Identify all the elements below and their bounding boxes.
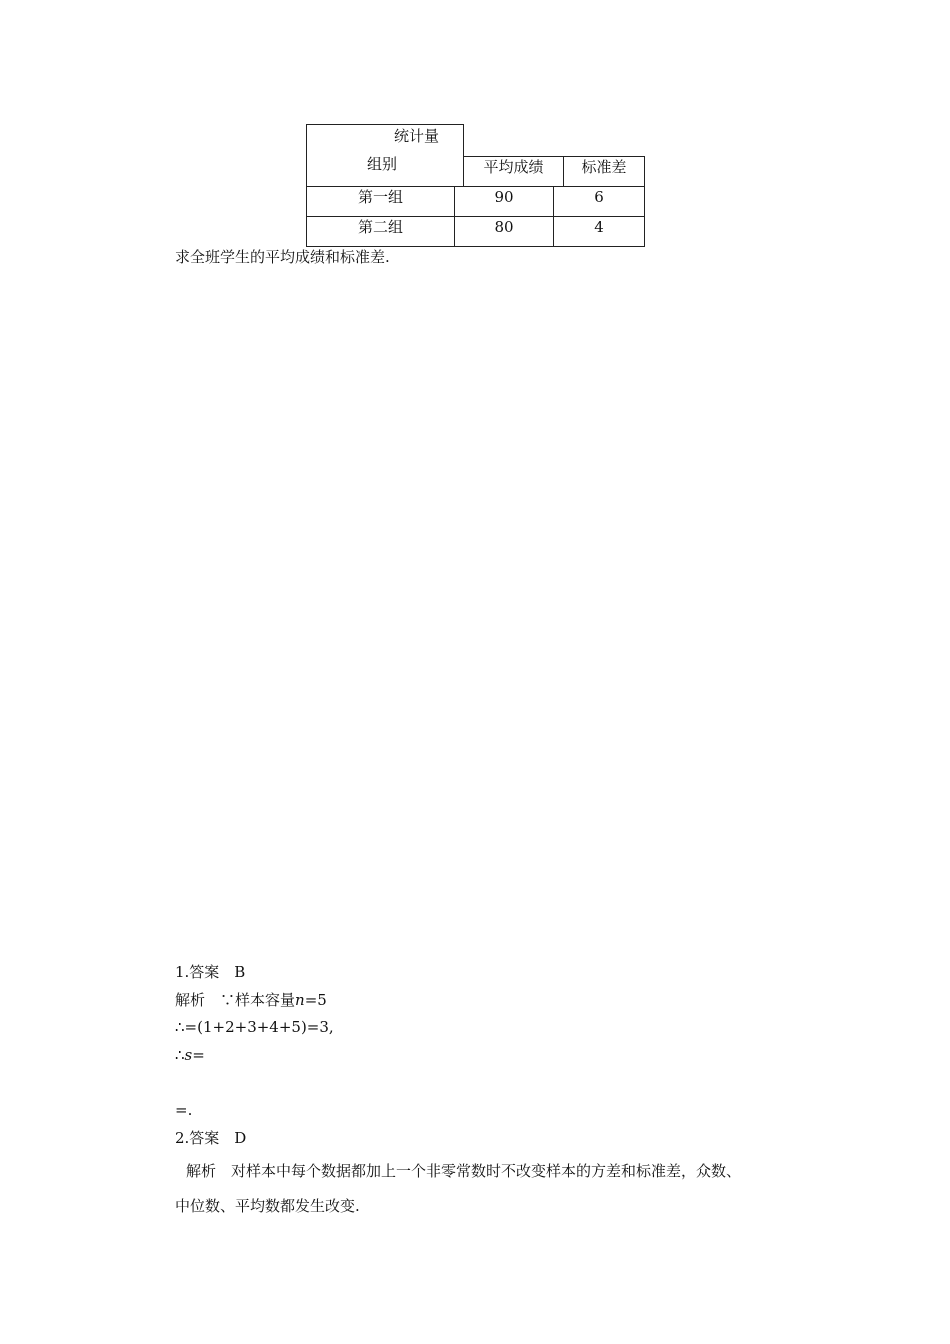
corner-label-group: 组别 <box>367 155 398 173</box>
answer-1-line-1-prefix: 解析 ∵样本容量 <box>175 991 296 1009</box>
var-s: s <box>184 1046 193 1064</box>
answer-1-line-1-suffix: =5 <box>304 991 327 1009</box>
answer-2-line-2: 中位数、平均数都发生改变. <box>175 1197 360 1215</box>
answer-1-line-3-prefix: ∴ <box>175 1046 185 1064</box>
row-1-mean: 90 <box>494 188 514 206</box>
answer-1-title: 1.答案 B <box>175 963 246 981</box>
answer-1-line-2: ∴=(1+2+3+4+5)=3, <box>175 1018 334 1036</box>
row-2-sd: 4 <box>594 218 604 236</box>
table-line <box>463 124 464 187</box>
answer-2-line-1: 解析 对样本中每个数据都加上一个非零常数时不改变样本的方差和标准差，众数、 <box>186 1162 742 1180</box>
table-line <box>306 216 645 217</box>
corner-label-statistic: 统计量 <box>394 127 440 145</box>
table-line <box>306 246 645 247</box>
header-std-dev: 标准差 <box>581 158 627 176</box>
answer-2-title: 2.答案 D <box>175 1129 247 1147</box>
header-mean-score: 平均成绩 <box>483 158 544 176</box>
answer-1-line-1 <box>175 991 327 1009</box>
answer-1-line-3 <box>175 1046 205 1064</box>
row-1-sd: 6 <box>594 188 604 206</box>
var-n: n <box>295 991 305 1009</box>
row-2-group: 第二组 <box>357 218 403 236</box>
question-text: 求全班学生的平均成绩和标准差. <box>175 248 390 266</box>
table-line <box>306 124 464 125</box>
answer-1-line-3-suffix: = <box>192 1046 205 1064</box>
table-line <box>644 156 645 247</box>
row-1-group: 第一组 <box>357 188 403 206</box>
answer-1-line-4: =. <box>175 1101 193 1119</box>
table-line <box>463 156 645 157</box>
row-2-mean: 80 <box>494 218 514 236</box>
table-line <box>306 186 645 187</box>
